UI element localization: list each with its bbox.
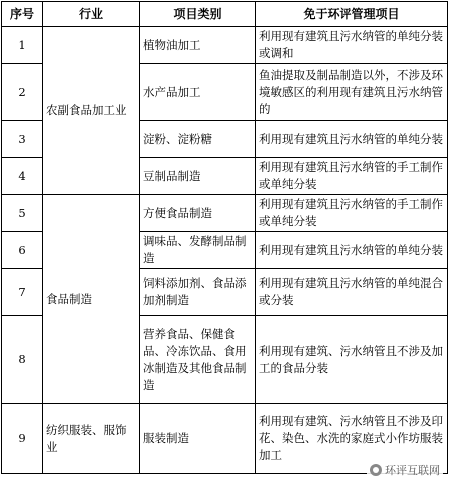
- row-no: 1: [2, 27, 43, 64]
- category-cell: 水产品加工: [140, 64, 256, 121]
- category-cell: 营养食品、保健食品、冷冻饮品、食用冰制造及其他食品制造: [140, 316, 256, 404]
- exemption-table: [1, 1, 448, 474]
- row-no: 8: [2, 316, 43, 404]
- header-exempt: 免于环评管理项目: [256, 2, 448, 27]
- exempt-cell: 利用现有建筑、污水纳管且不涉及加工的食品分装: [256, 316, 448, 404]
- row-no: 2: [2, 64, 43, 121]
- exempt-cell: 利用现有建筑且污水纳管的单纯分装或调和: [256, 27, 448, 64]
- category-cell: 淀粉、淀粉糖: [140, 121, 256, 158]
- header-category: 项目类别: [140, 2, 256, 27]
- category-cell: 植物油加工: [140, 27, 256, 64]
- header-no: 序号: [2, 2, 43, 27]
- table-row: [2, 27, 448, 64]
- row-no: 9: [2, 404, 43, 474]
- category-cell: 饲料添加剂、食品添加剂制造: [140, 269, 256, 316]
- exempt-cell: 鱼油提取及制品制造以外，不涉及环境敏感区的利用现有建筑且污水纳管的: [256, 64, 448, 121]
- industry-cell: 农副食品加工业: [43, 27, 140, 195]
- industry-cell: 纺织服装、服饰业: [43, 404, 140, 474]
- category-cell: 方便食品制造: [140, 195, 256, 232]
- row-no: 5: [2, 195, 43, 232]
- exempt-cell: 利用现有建筑且污水纳管的手工制作或单纯分装: [256, 158, 448, 195]
- exempt-cell: 利用现有建筑且污水纳管的单纯混合或分装: [256, 269, 448, 316]
- chat-bubble-icon: [370, 464, 382, 476]
- row-no: 7: [2, 269, 43, 316]
- category-cell: 调味品、发酵制品制造: [140, 232, 256, 269]
- header-row: [2, 2, 448, 27]
- exempt-cell: 利用现有建筑、污水纳管且不涉及印花、染色、水洗的家庭式小作坊服装加工: [256, 404, 448, 474]
- table-row: [2, 195, 448, 232]
- row-no: 6: [2, 232, 43, 269]
- watermark: [367, 461, 443, 479]
- watermark-text: 环评互联网: [385, 464, 440, 477]
- category-cell: 服装制造: [140, 404, 256, 474]
- exempt-cell: 利用现有建筑且污水纳管的手工制作或单纯分装: [256, 195, 448, 232]
- category-cell: 豆制品制造: [140, 158, 256, 195]
- row-no: 4: [2, 158, 43, 195]
- header-industry: 行业: [43, 2, 140, 27]
- industry-cell: 食品制造: [43, 195, 140, 404]
- row-no: 3: [2, 121, 43, 158]
- exempt-cell: 利用现有建筑且污水纳管的单纯分装: [256, 232, 448, 269]
- exempt-cell: 利用现有建筑且污水纳管的单纯分装: [256, 121, 448, 158]
